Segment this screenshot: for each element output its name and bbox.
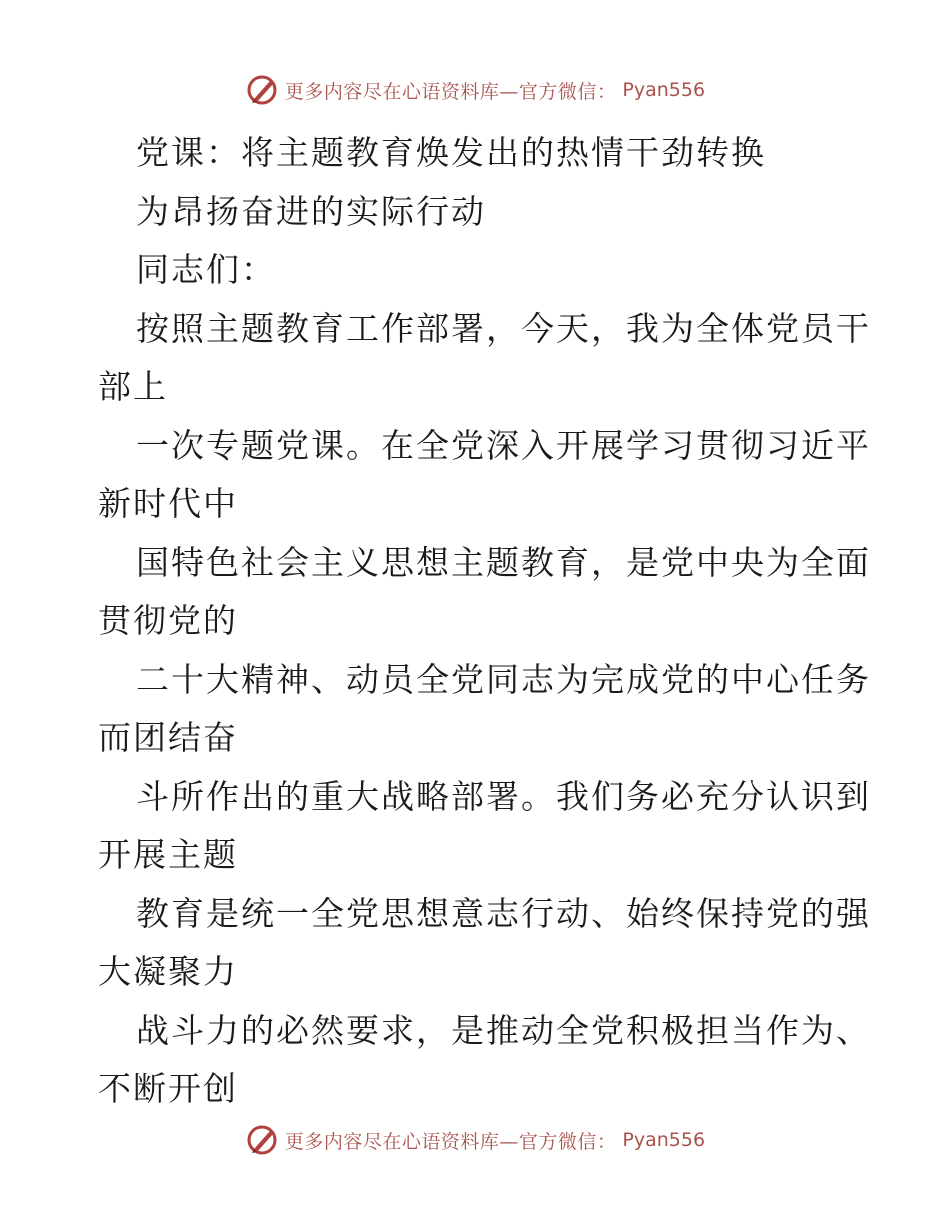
document-title-line-2: 为昂扬奋进的实际行动 (136, 191, 486, 231)
header-wechat-id: Pyan556 (622, 79, 706, 101)
footer-banner-text: 更多内容尽在心语资料库—官方微信： (284, 1130, 617, 1153)
document-body (98, 124, 871, 1119)
paragraph-line: 按照主题教育工作部署，今天，我为全体党员干 (136, 308, 871, 348)
paragraph-line: 新时代中 (98, 484, 238, 523)
paragraph-line: 教育是统一全党思想意志行动、始终保持党的强 (136, 893, 871, 933)
paragraph-line: 二十大精神、动员全党同志为完成党的中心任务 (136, 659, 871, 699)
paragraph-line: 开展主题 (98, 835, 238, 874)
footer-wechat-id: Pyan556 (622, 1129, 706, 1151)
header-watermark-banner (0, 70, 950, 110)
paragraph-line: 战斗力的必然要求，是推动全党积极担当作为、 (136, 1010, 871, 1050)
paragraph-line: 而团结奋 (98, 718, 238, 757)
paragraph-line: 国特色社会主义思想主题教育，是党中央为全面 (136, 542, 871, 582)
pen-logo-icon (245, 73, 279, 107)
paragraph-line: 一次专题党课。在全党深入开展学习贯彻习近平 (136, 425, 871, 465)
document-title-line-1: 党课：将主题教育焕发出的热情干劲转换 (136, 133, 766, 172)
paragraph-line: 大凝聚力 (98, 952, 238, 991)
pen-logo-icon (245, 1123, 279, 1157)
paragraph-line: 不断开创 (98, 1069, 238, 1108)
header-banner-text: 更多内容尽在心语资料库—官方微信： (284, 80, 617, 103)
paragraph-line: 部上 (98, 367, 168, 406)
paragraph-line: 斗所作出的重大战略部署。我们务必充分认识到 (136, 776, 871, 816)
paragraph-line: 贯彻党的 (98, 601, 238, 640)
footer-watermark-banner (0, 1120, 950, 1160)
salutation: 同志们： (136, 250, 276, 289)
